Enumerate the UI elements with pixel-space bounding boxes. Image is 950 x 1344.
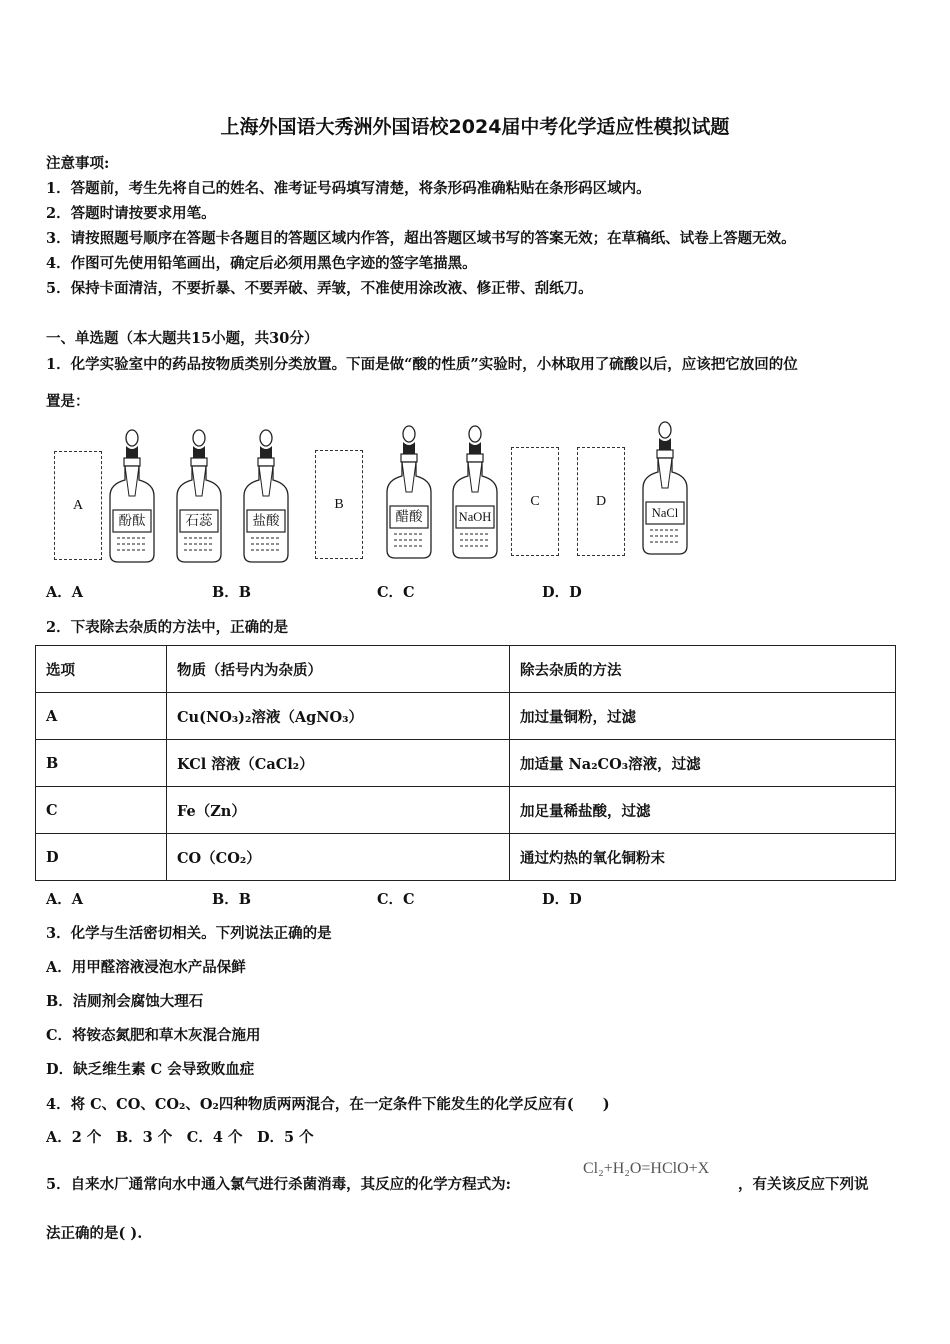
bottle-label: 酚酞 <box>118 513 146 529</box>
q5-text-after: ，有关该反应下列说 <box>738 1176 869 1193</box>
bottle-naoh <box>450 424 500 564</box>
q5-formula: Cl₂+H₂O=HClO+X <box>583 1160 710 1177</box>
slot-d: D <box>577 447 625 556</box>
bottle-label: 石蕊 <box>185 513 213 529</box>
notice-item-2: 2．答题时请按要求用笔。 <box>46 205 216 222</box>
page-title: 上海外国语大秀洲外国语校2024届中考化学适应性模拟试题 <box>220 116 730 138</box>
table-cell: 加适量 Na₂CO₃溶液，过滤 <box>510 740 896 787</box>
q2-option-d[interactable]: D．D <box>542 891 582 908</box>
table-row <box>36 834 896 881</box>
table-row <box>36 693 896 740</box>
reagent-bottle-icon <box>241 428 291 564</box>
section-heading: 一、单选题（本大题共15小题，共30分） <box>46 330 319 347</box>
slot-b: B <box>315 450 363 559</box>
table-row <box>36 740 896 787</box>
q1-text-line1: 1．化学实验室中的药品按物质类别分类放置。下面是做“酸的性质”实验时，小林取用了硫酸以后，应该把它放回的位 <box>46 356 798 373</box>
table-cell: KCl 溶液（CaCl₂） <box>167 740 510 787</box>
table-cell: 加足量稀盐酸，过滤 <box>510 787 896 834</box>
reagent-bottle-icon <box>107 428 157 564</box>
bottle-phenolphthalein <box>107 428 157 568</box>
table-cell: Cu(NO₃)₂溶液（AgNO₃） <box>167 693 510 740</box>
table-cell: CO（CO₂） <box>167 834 510 881</box>
q2-option-b[interactable]: B．B <box>212 891 252 908</box>
q1-option-b[interactable]: B．B <box>212 584 252 601</box>
q3-option-a[interactable]: A．用甲醛溶液浸泡水产品保鲜 <box>46 959 246 976</box>
table-header: 除去杂质的方法 <box>510 646 896 693</box>
q1-option-c[interactable]: C．C <box>377 584 415 601</box>
bottle-label: 醋酸 <box>395 509 423 525</box>
q3-text: 3．化学与生活密切相关。下列说法正确的是 <box>46 925 332 942</box>
bottle-label: NaCl <box>651 506 679 520</box>
q1-option-d[interactable]: D．D <box>542 584 582 601</box>
table-cell: 通过灼热的氧化铜粉末 <box>510 834 896 881</box>
bottle-litmus <box>174 428 224 568</box>
table-cell: A <box>36 693 167 740</box>
reagent-bottle-icon <box>640 420 690 556</box>
reagent-bottle-icon <box>174 428 224 564</box>
q5-text-line2: 法正确的是( ). <box>46 1225 143 1242</box>
reagent-bottle-icon <box>384 424 434 560</box>
notice-item-5: 5．保持卡面清洁，不要折暴、不要弄破、弄皱，不准使用涂改液、修正带、刮纸刀。 <box>46 280 593 297</box>
q5-text: 5．自来水厂通常向水中通入氯气进行杀菌消毒，其反应的化学方程式为: <box>46 1176 511 1193</box>
bottle-nacl <box>640 420 690 560</box>
bottle-acetic-acid <box>384 424 434 564</box>
table-header: 物质（括号内为杂质） <box>167 646 510 693</box>
table-header: 选项 <box>36 646 167 693</box>
q3-option-d[interactable]: D．缺乏维生素 C 会导致败血症 <box>46 1061 255 1078</box>
table-cell: C <box>36 787 167 834</box>
notice-heading: 注意事项: <box>46 155 110 172</box>
bottle-label: NaOH <box>458 510 492 524</box>
q4-text: 4．将 C、CO、CO₂、O₂四种物质两两混合，在一定条件下能发生的化学反应有( ) <box>46 1096 610 1113</box>
bottle-hydrochloric-acid <box>241 428 291 568</box>
notice-item-4: 4．作图可先使用铅笔画出，确定后必须用黑色字迹的签字笔描黑。 <box>46 255 477 272</box>
q1-text-line2: 置是： <box>46 393 90 410</box>
q2-option-a[interactable]: A．A <box>46 891 84 908</box>
q4-options[interactable]: A．2 个 B．3 个 C．4 个 D．5 个 <box>46 1129 314 1146</box>
q2-text: 2．下表除去杂质的方法中，正确的是 <box>46 619 289 636</box>
table-cell: B <box>36 740 167 787</box>
bottle-label: 盐酸 <box>252 513 280 529</box>
impurity-table <box>35 645 896 881</box>
reagent-bottle-icon <box>450 424 500 560</box>
table-cell: 加过量铜粉，过滤 <box>510 693 896 740</box>
notice-item-1: 1．答题前，考生先将自己的姓名、准考证号码填写清楚，将条形码准确粘贴在条形码区域内。 <box>46 180 651 197</box>
table-cell: Fe（Zn） <box>167 787 510 834</box>
table-row <box>36 787 896 834</box>
slot-c: C <box>511 447 559 556</box>
q3-option-b[interactable]: B．洁厕剂会腐蚀大理石 <box>46 993 204 1010</box>
slot-a: A <box>54 451 102 560</box>
table-cell: D <box>36 834 167 881</box>
table-header-row <box>36 646 896 693</box>
q1-option-a[interactable]: A．A <box>46 584 84 601</box>
q2-option-c[interactable]: C．C <box>377 891 415 908</box>
notice-item-3: 3．请按照题号顺序在答题卡各题目的答题区域内作答，超出答题区域书写的答案无效；在草稿纸、试卷上答题无效。 <box>46 230 796 247</box>
q3-option-c[interactable]: C．将铵态氮肥和草木灰混合施用 <box>46 1027 261 1044</box>
